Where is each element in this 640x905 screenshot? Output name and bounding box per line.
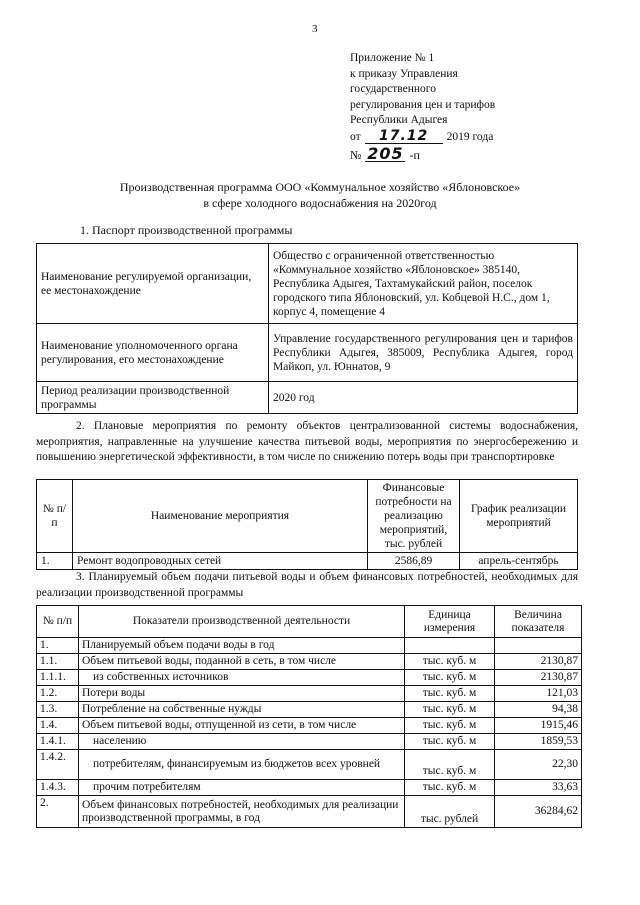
date-prefix: от [350,130,361,143]
column-header: Единица измерения [405,606,495,638]
table-row [37,702,582,718]
document-title [60,179,580,211]
table-cell: Потребление на собственные нужды [79,702,405,718]
title-line: в сфере холодного водоснабжения на 2020год [203,196,437,210]
table-cell [495,638,582,654]
passport-table [36,243,578,414]
table-cell: 1. [37,553,73,570]
table-row [37,718,582,734]
table-row [37,553,578,570]
table-cell: 1.4. [37,718,79,734]
column-header: Величина показателя [495,606,582,638]
title-line: Производственная программа ООО «Коммунальное хозяйство «Яблоновское» [119,180,521,194]
table-cell: 1859,53 [495,734,582,750]
table-cell: тыс. куб. м [405,750,495,780]
column-header: Показатели производственной деятельности [79,606,405,638]
table-cell: Объем финансовых потребностей, необходимых для реализации производственной программы, в год [79,796,405,828]
table-cell: тыс. куб. м [405,670,495,686]
table-cell: 1.1. [37,654,79,670]
table-cell: населению [79,734,405,750]
appendix-line: государственного [350,83,436,95]
appendix-line: Республики Адыгея [350,114,448,126]
table-row [37,324,578,382]
column-header: № п/п [37,480,73,553]
table-cell: Период реализации производственной программы [37,382,269,414]
table-cell: Объем питьевой воды, поданной в сеть, в том числе [79,654,405,670]
order-date [350,129,495,146]
order-number [350,144,420,163]
table-cell: тыс. куб. м [405,686,495,702]
handwritten-date: 17.12 [365,129,443,144]
table-cell: прочим потребителям [79,780,405,796]
appendix-header [350,51,495,145]
section3-text: 3. Планируемый объем подачи питьевой воды и объем финансовых потребностей, необходимых для реализации производственной программы [36,571,578,599]
table-cell: 1. [37,638,79,654]
handwritten-order-number: 205 [367,144,404,163]
table-cell: Планируемый объем подачи воды в год [79,638,405,654]
page-number: 3 [312,23,318,35]
table-row [37,382,578,414]
table-cell [405,638,495,654]
column-header: № п/п [37,606,79,638]
section2-text: 2. Плановые мероприятия по ремонту объектов централизованной системы водоснабжения, мероприятия, направленные на улучшение качества питьевой воды, мероприятия по энергосбережению и повышению энергетической эффективности, в том числе по снижению потерь воды при транспортировке [36,420,578,463]
table-row [37,244,578,324]
table-cell: 2020 год [269,382,578,414]
table-cell: из собственных источников [79,670,405,686]
table-cell: Наименование регулируемой организации, ее местонахождение [37,244,269,324]
table-row [37,638,582,654]
table-cell: 121,03 [495,686,582,702]
table-cell: 2. [37,796,79,828]
table-cell: 1.4.2. [37,750,79,780]
appendix-line: регулирования цен и тарифов [350,98,496,111]
table-cell: 1.4.3. [37,780,79,796]
table-cell: апрель-сентябрь [460,553,578,570]
table-cell: 36284,62 [495,796,582,828]
column-header: Наименование мероприятия [73,480,368,553]
table-cell: тыс. куб. м [405,718,495,734]
table-row [37,780,582,796]
order-suffix: -п [409,148,420,162]
column-header: График реализации мероприятий [460,480,578,553]
column-header: Финансовые потребности на реализацию мероприятий, тыс. рублей [368,480,460,553]
table-cell: потребителям, финансируемым из бюджетов всех уровней [79,750,405,780]
appendix-line: Приложение № 1 [350,52,435,64]
table-cell: 1.1.1. [37,670,79,686]
measures-table [36,479,578,570]
table-cell: тыс. куб. м [405,702,495,718]
table-cell: тыс. куб. м [405,654,495,670]
table-cell: тыс. куб. м [405,780,495,796]
table-row [37,734,582,750]
table-cell: тыс. рублей [405,796,495,828]
table-cell: Объем питьевой воды, отпущенной из сети, в том числе [79,718,405,734]
order-prefix: № [350,148,362,162]
table-row [37,654,582,670]
table-cell: 2586,89 [368,553,460,570]
table-cell: Потери воды [79,686,405,702]
table-cell: Общество с ограниченной ответственностью «Коммунальное хозяйство «Яблоновское» 385140, Республика Адыгея, Тахтамукайский район, поселок городского типа Яблоновский, ул. Кобцевой Н.С., дом 1, корпус 4, помещение 4 [269,244,578,324]
table-cell: 94,38 [495,702,582,718]
table-cell: 33,63 [495,780,582,796]
table-cell: тыс. куб. м [405,734,495,750]
table-row [37,686,582,702]
table-cell: 1.2. [37,686,79,702]
section1-heading: 1. Паспорт производственной программы [80,223,293,237]
table-cell: 1.4.1. [37,734,79,750]
table-cell: Ремонт водопроводных сетей [73,553,368,570]
appendix-line: к приказу Управления [350,67,458,80]
table-row [37,750,582,780]
table-row [37,796,582,828]
table-cell: Наименование уполномоченного органа регулирования, его местонахождение [37,324,269,382]
table-cell: 2130,87 [495,670,582,686]
table-cell: 1915,46 [495,718,582,734]
indicators-table [36,605,582,828]
table-cell: 2130,87 [495,654,582,670]
table-row [37,670,582,686]
table-cell: 22,30 [495,750,582,780]
table-header-row [37,480,578,553]
table-header-row [37,606,582,638]
table-cell: 1.3. [37,702,79,718]
date-suffix: 2019 года [446,130,494,143]
table-cell: Управление государственного регулирования цен и тарифов Республики Адыгея, 385009, Республика Адыгея, город Майкоп, ул. Юннатов, 9 [269,324,578,382]
